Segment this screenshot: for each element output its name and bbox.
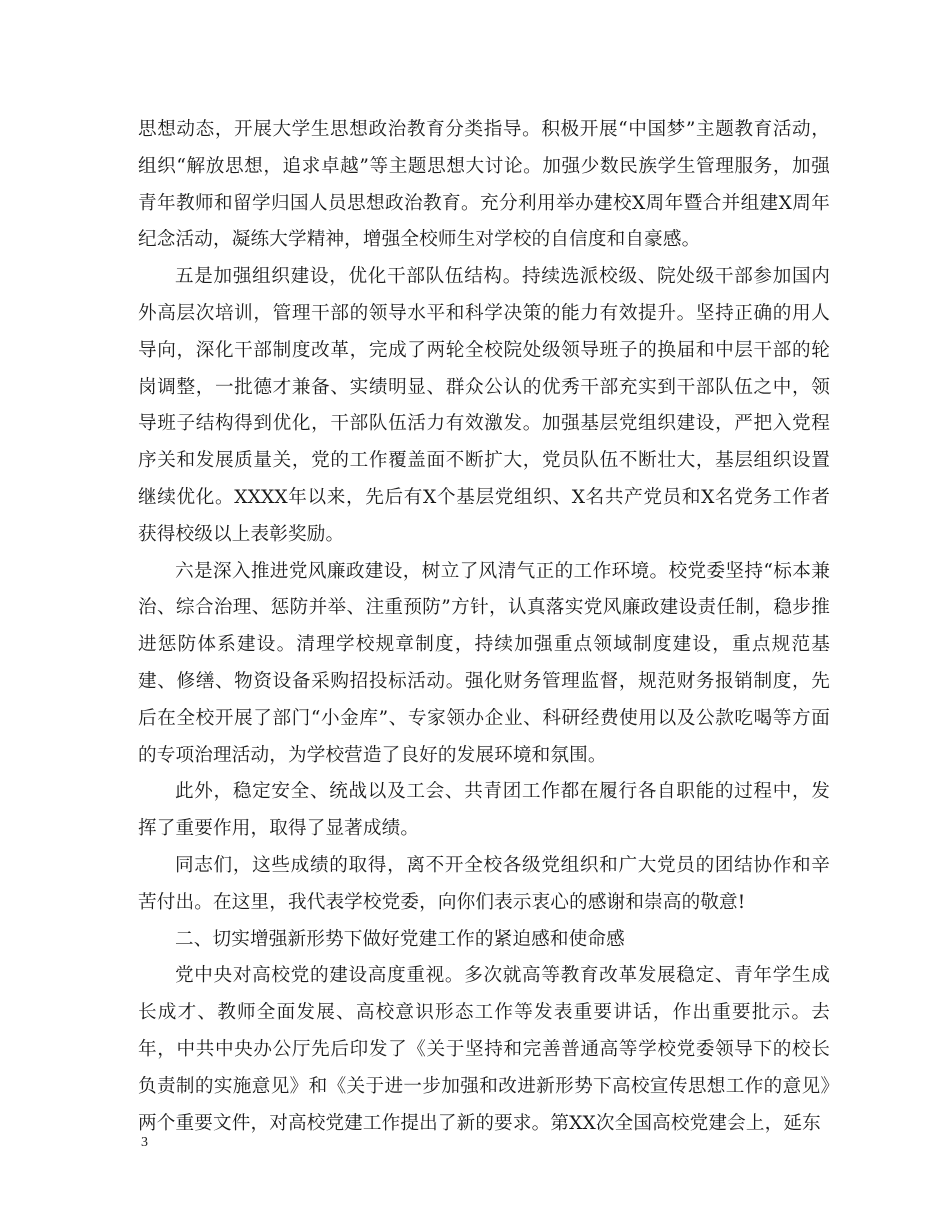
document-body (138, 112, 830, 1142)
paragraph-clean-governance: 六是深入推进党风廉政建设，树立了风清气正的工作环境。校党委坚持“标本兼治、综合治理、惩防并举、注重预防”方针，认真落实党风廉政建设责任制，稳步推进惩防体系建设。清理学校规章制度，持续加强重点领域制度建设，重点规范基建、修缮、物资设备采购招投标活动。强化财务管理监督，规范财务报销制度，先后在全校开展了部门“小金库”、专家领办企业、科研经费使用以及公款吃喝等方面的专项治理活动，为学校营造了良好的发展环境和氛围。 (138, 560, 830, 766)
paragraph-central-attention: 党中央对高校党的建设高度重视。多次就高等教育改革发展稳定、青年学生成长成才、教师全面发展、高校意识形态工作等发表重要讲话，作出重要批示。去年，中共中央办公厅先后印发了《关于坚持和完善普通高等学校党委领导下的校长负责制的实施意见》和《关于进一步加强和改进新形势下高校宣传思想工作的意见》两个重要文件，对高校党建工作提出了新的要求。第XX次全国高校党建会上，延东 (138, 965, 830, 1134)
paragraph-organization-building: 五是加强组织建设，优化干部队伍结构。持续选派校级、院处级干部参加国内外高层次培训，管理干部的领导水平和科学决策的能力有效提升。坚持正确的用人导向，深化干部制度改革，完成了两轮全校院处级领导班子的换届和中层干部的轮岗调整，一批德才兼备、实绩明显、群众公认的优秀干部充实到干部队伍之中，领导班子结构得到优化，干部队伍活力有效激发。加强基层党组织建设，严把入党程序关和发展质量关，党的工作覆盖面不断扩大，党员队伍不断壮大，基层组织设置继续优化。XXXX年以来，先后有X个基层党组织、X名共产党员和X名党务工作者获得校级以上表彰奖励。 (138, 266, 830, 545)
page-number: 3 (141, 1135, 148, 1150)
paragraph-thanks: 同志们，这些成绩的取得，离不开全校各级党组织和广大党员的团结协作和辛苦付出。在这里，我代表学校党委，向你们表示衷心的感谢和崇高的敬意! (138, 854, 830, 913)
paragraph-other-work: 此外，稳定安全、统战以及工会、共青团工作都在履行各自职能的过程中，发挥了重要作用，取得了显著成绩。 (138, 781, 830, 840)
paragraph-thought-dynamics: 思想动态，开展大学生思想政治教育分类指导。积极开展“中国梦”主题教育活动，组织“解放思想，追求卓越”等主题思想大讨论。加强少数民族学生管理服务，加强青年教师和留学归国人员思想政治教育。充分利用举办建校X周年暨合并组建X周年纪念活动，凝练大学精神，增强全校师生对学校的自信度和自豪感。 (138, 119, 830, 251)
section-heading-two: 二、切实增强新形势下做好党建工作的紧迫感和使命感 (175, 928, 625, 950)
